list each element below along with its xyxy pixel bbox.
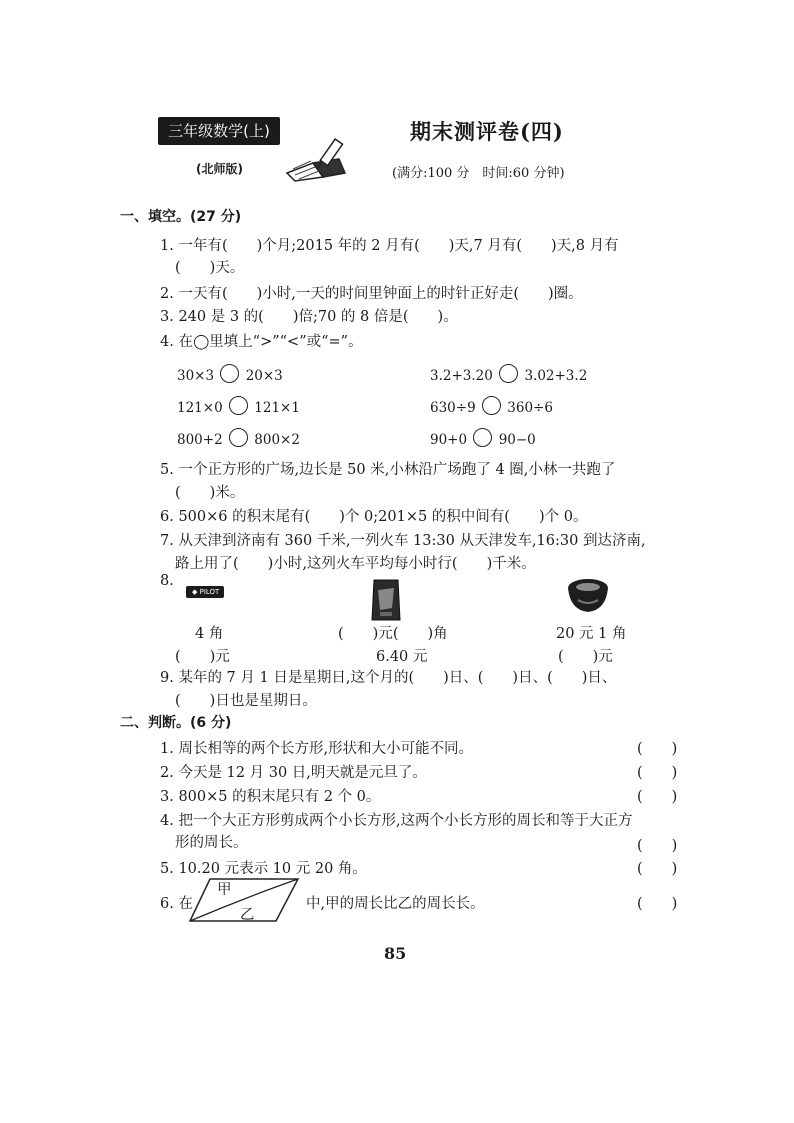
question-6: 6. 500×6 的积末尾有( )个 0;201×5 的积中间有( )个 0。 — [160, 509, 588, 525]
question-7-line-2: 路上用了( )小时,这列火车平均每小时行( )千米。 — [175, 556, 536, 572]
judge-5-answer[interactable]: ( ) — [637, 861, 678, 877]
compare-5-left: 800+2 — [177, 432, 223, 448]
item-1-blank: ( )元 — [175, 649, 230, 665]
section-1-heading: 一、填空。(27 分) — [120, 209, 242, 225]
judge-3: 3. 800×5 的积末尾只有 2 个 0。 — [160, 789, 381, 805]
question-9-line-2: ( )日也是星期日。 — [175, 693, 317, 709]
answer-circle[interactable] — [220, 364, 239, 383]
judge-2-answer[interactable]: ( ) — [637, 765, 678, 781]
judge-4-line-1: 4. 把一个大正方形剪成两个小长方形,这两个小长方形的周长和等于大正方 — [160, 813, 633, 829]
judge-3-answer[interactable]: ( ) — [637, 789, 678, 805]
question-1-line-2: ( )天。 — [175, 260, 245, 276]
answer-circle[interactable] — [229, 396, 248, 415]
pen-brand-label: ◆ PILOT — [192, 588, 220, 596]
exam-meta: (满分:100 分 时间:60 分钟) — [392, 166, 565, 181]
item-3-price: 20 元 1 角 — [556, 626, 627, 642]
bowl-image — [566, 576, 610, 614]
question-5-line-1: 5. 一个正方形的广场,边长是 50 米,小林沿广场跑了 4 圈,小林一共跑了 — [160, 462, 616, 478]
judge-5: 5. 10.20 元表示 10 元 20 角。 — [160, 861, 367, 877]
question-1-line-1: 1. 一年有( )个月;2015 年的 2 月有( )天,7 月有( )天,8 月有 — [160, 238, 619, 254]
figure-label-jia: 甲 — [217, 882, 232, 898]
compare-2-left: 3.2+3.20 — [430, 368, 493, 384]
judge-2: 2. 今天是 12 月 30 日,明天就是元旦了。 — [160, 765, 427, 781]
judge-6-answer[interactable]: ( ) — [637, 896, 678, 912]
item-2-blank: ( )元( )角 — [338, 626, 448, 642]
question-9-line-1: 9. 某年的 7 月 1 日是星期日,这个月的( )日、( )日、( )日、 — [160, 670, 617, 686]
compare-row-3-left — [177, 428, 300, 448]
compare-1-left: 30×3 — [177, 368, 215, 384]
compare-row-3-right — [430, 428, 536, 448]
compare-row-1-right — [430, 364, 587, 384]
compare-4-right: 360÷6 — [507, 400, 553, 416]
answer-circle[interactable] — [482, 396, 501, 415]
compare-2-right: 3.02+3.2 — [524, 368, 588, 384]
judge-4-line-2: 形的周长。 — [175, 835, 248, 851]
question-3: 3. 240 是 3 的( )倍;70 的 8 倍是( )。 — [160, 309, 458, 325]
page-number: 85 — [384, 944, 407, 963]
book-pen-icon — [283, 133, 355, 183]
snack-bag-image — [370, 578, 402, 622]
judge-4-answer[interactable]: ( ) — [637, 838, 678, 854]
question-4: 4. 在◯里填上“>”“<”或“=”。 — [160, 334, 363, 350]
judge-6-prefix: 6. 在 — [160, 896, 193, 912]
judge-1: 1. 周长相等的两个长方形,形状和大小可能不同。 — [160, 741, 474, 757]
judge-6-suffix: 中,甲的周长比乙的周长长。 — [306, 896, 485, 912]
compare-row-2-right — [430, 396, 553, 416]
compare-6-right: 90−0 — [498, 432, 536, 448]
question-7-line-1: 7. 从天津到济南有 360 千米,一列火车 13:30 从天津发车,16:30 到达济南, — [160, 533, 646, 549]
item-1-price: 4 角 — [195, 626, 224, 642]
answer-circle[interactable] — [229, 428, 248, 447]
section-2-heading: 二、判断。(6 分) — [120, 715, 232, 731]
answer-circle[interactable] — [499, 364, 518, 383]
compare-1-right: 20×3 — [245, 368, 283, 384]
question-8: 8. — [160, 573, 174, 589]
question-2: 2. 一天有( )小时,一天的时间里钟面上的时针正好走( )圈。 — [160, 286, 583, 302]
pen-image — [186, 586, 224, 598]
item-3-blank: ( )元 — [558, 649, 613, 665]
figure-label-yi: 乙 — [240, 907, 255, 923]
compare-6-left: 90+0 — [430, 432, 468, 448]
page-title: 期末测评卷(四) — [410, 119, 564, 144]
compare-3-left: 121×0 — [177, 400, 223, 416]
answer-circle[interactable] — [473, 428, 492, 447]
edition-label: (北师版) — [196, 162, 243, 176]
compare-5-right: 800×2 — [254, 432, 300, 448]
item-2-price: 6.40 元 — [376, 649, 428, 665]
compare-row-1-left — [177, 364, 283, 384]
compare-3-right: 121×1 — [254, 400, 300, 416]
compare-row-2-left — [177, 396, 300, 416]
compare-4-left: 630÷9 — [430, 400, 476, 416]
judge-1-answer[interactable]: ( ) — [637, 741, 678, 757]
question-5-line-2: ( )米。 — [175, 485, 245, 501]
grade-badge: 三年级数学(上) — [158, 117, 280, 145]
